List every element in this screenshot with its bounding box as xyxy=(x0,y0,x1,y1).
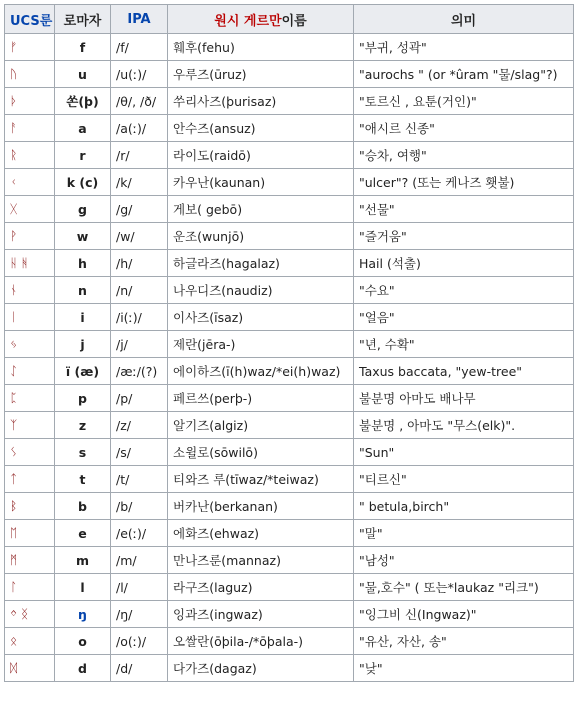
rune-glyph: ᚲ xyxy=(5,169,55,196)
meaning-cell: "잉그비 신(Ingwaz)" xyxy=(354,601,574,628)
table-row xyxy=(5,196,574,223)
meaning-cell: "선물" xyxy=(354,196,574,223)
meaning-cell: "유산, 자산, 송" xyxy=(354,628,574,655)
ipa-cell: /o(ː)/ xyxy=(111,628,168,655)
header-ipa[interactable]: IPA xyxy=(111,5,168,34)
ipa-cell: /e(ː)/ xyxy=(111,520,168,547)
romanization-cell: f xyxy=(55,34,111,61)
meaning-cell: "Sun" xyxy=(354,439,574,466)
romanization-cell: h xyxy=(55,250,111,277)
romanization-cell: z xyxy=(55,412,111,439)
rune-name-cell: 라이도(raidō) xyxy=(168,142,354,169)
ipa-cell: /a(ː)/ xyxy=(111,115,168,142)
ipa-cell: /b/ xyxy=(111,493,168,520)
header-ucs-rune[interactable]: UCS룬 xyxy=(5,5,55,34)
rune-name-cell: 우루즈(ūruz) xyxy=(168,61,354,88)
ipa-cell: /s/ xyxy=(111,439,168,466)
ipa-cell: /f/ xyxy=(111,34,168,61)
table-row xyxy=(5,439,574,466)
ipa-cell: /k/ xyxy=(111,169,168,196)
rune-glyph: ᚺ ᚻ xyxy=(5,250,55,277)
meaning-cell: "년, 수확" xyxy=(354,331,574,358)
rune-glyph: ᛒ xyxy=(5,493,55,520)
ipa-cell: /n/ xyxy=(111,277,168,304)
rune-name-cell: 알기즈(algiz) xyxy=(168,412,354,439)
rune-glyph: ᚠ xyxy=(5,34,55,61)
romanization-cell: k (c) xyxy=(55,169,111,196)
rune-name-cell: 페르쓰(perþ-) xyxy=(168,385,354,412)
meaning-cell: "즐거움" xyxy=(354,223,574,250)
romanization-link[interactable]: ŋ xyxy=(78,606,87,622)
romanization-cell: w xyxy=(55,223,111,250)
meaning-cell: "말" xyxy=(354,520,574,547)
table-row xyxy=(5,412,574,439)
rune-name-cell: 나우디즈(naudiz) xyxy=(168,277,354,304)
rune-name-cell: 카우난(kaunan) xyxy=(168,169,354,196)
rune-glyph: ᛏ xyxy=(5,466,55,493)
rune-glyph: ᛟ xyxy=(5,628,55,655)
romanization-cell: s xyxy=(55,439,111,466)
rune-name-cell: 소윌로(sōwilō) xyxy=(168,439,354,466)
rune-glyph: ᚱ xyxy=(5,142,55,169)
meaning-cell: "승차, 여행" xyxy=(354,142,574,169)
ipa-cell: /w/ xyxy=(111,223,168,250)
meaning-cell: "aurochs " (or *ûram "물/slag"?) xyxy=(354,61,574,88)
ipa-cell: /z/ xyxy=(111,412,168,439)
romanization-cell: p xyxy=(55,385,111,412)
rune-name-cell: 훼후(fehu) xyxy=(168,34,354,61)
rune-glyph: ᛖ xyxy=(5,520,55,547)
romanization-cell: t xyxy=(55,466,111,493)
romanization-cell: r xyxy=(55,142,111,169)
rune-glyph: ᛞ xyxy=(5,655,55,682)
ipa-cell: /j/ xyxy=(111,331,168,358)
rune-table xyxy=(4,4,574,682)
rune-glyph: ᚷ xyxy=(5,196,55,223)
rune-glyph: ᚾ xyxy=(5,277,55,304)
meaning-cell: "애시르 신종" xyxy=(354,115,574,142)
table-row xyxy=(5,304,574,331)
romanization-cell: j xyxy=(55,331,111,358)
table-row xyxy=(5,574,574,601)
table-row xyxy=(5,547,574,574)
table-row xyxy=(5,277,574,304)
rune-name-cell: 제란(jēra-) xyxy=(168,331,354,358)
table-row xyxy=(5,493,574,520)
romanization-cell: i xyxy=(55,304,111,331)
table-row xyxy=(5,331,574,358)
rune-name-cell: 티와즈 루(tīwaz/*teiwaz) xyxy=(168,466,354,493)
table-row xyxy=(5,385,574,412)
meaning-cell: 불분명 , 아마도 "무스(elk)". xyxy=(354,412,574,439)
rune-glyph: ᚹ xyxy=(5,223,55,250)
rune-name-cell: 이사즈(īsaz) xyxy=(168,304,354,331)
romanization-cell: 쏜(þ) xyxy=(55,88,111,115)
romanization-cell: g xyxy=(55,196,111,223)
rune-glyph: ᛉ xyxy=(5,412,55,439)
rune-name-cell: 오쌀란(ōþila-/*ōþala-) xyxy=(168,628,354,655)
rune-glyph: ᛗ xyxy=(5,547,55,574)
table-row xyxy=(5,61,574,88)
rune-glyph: ᛊ xyxy=(5,439,55,466)
romanization-cell xyxy=(55,601,111,628)
table-row xyxy=(5,88,574,115)
ipa-cell: /u(ː)/ xyxy=(111,61,168,88)
rune-glyph: ᚦ xyxy=(5,88,55,115)
rune-glyph: ᛇ xyxy=(5,358,55,385)
table-row xyxy=(5,169,574,196)
meaning-cell: 불분명 아마도 배나무 xyxy=(354,385,574,412)
ipa-cell: /r/ xyxy=(111,142,168,169)
table-row xyxy=(5,466,574,493)
romanization-cell: e xyxy=(55,520,111,547)
rune-name-cell: 에화즈(ehwaz) xyxy=(168,520,354,547)
romanization-cell: l xyxy=(55,574,111,601)
meaning-cell: "토르신 , 요툰(거인)" xyxy=(354,88,574,115)
rune-name-cell: 쑤리사즈(þurisaz) xyxy=(168,88,354,115)
ipa-cell: /p/ xyxy=(111,385,168,412)
meaning-cell: " betula,birch" xyxy=(354,493,574,520)
romanization-cell: u xyxy=(55,61,111,88)
table-row xyxy=(5,142,574,169)
meaning-cell: "부귀, 성곽" xyxy=(354,34,574,61)
ipa-cell: /d/ xyxy=(111,655,168,682)
ipa-cell: /θ/, /ð/ xyxy=(111,88,168,115)
meaning-cell: Taxus baccata, "yew-tree" xyxy=(354,358,574,385)
meaning-cell: "티르신" xyxy=(354,466,574,493)
romanization-cell: m xyxy=(55,547,111,574)
romanization-cell: d xyxy=(55,655,111,682)
ipa-cell: /l/ xyxy=(111,574,168,601)
header-name[interactable]: 원시 게르만이름 xyxy=(168,5,354,34)
rune-glyph: ᛁ xyxy=(5,304,55,331)
meaning-cell: "물,호수" ( 또는*laukaz "리크") xyxy=(354,574,574,601)
rune-name-cell: 하글라즈(hagalaz) xyxy=(168,250,354,277)
meaning-cell: "남성" xyxy=(354,547,574,574)
table-row xyxy=(5,655,574,682)
rune-name-cell: 에이하즈(ī(h)waz/*ei(h)waz) xyxy=(168,358,354,385)
rune-glyph: ᛈ xyxy=(5,385,55,412)
ipa-cell: /t/ xyxy=(111,466,168,493)
rune-name-cell: 버카난(berkanan) xyxy=(168,493,354,520)
romanization-cell: n xyxy=(55,277,111,304)
meaning-cell: "수요" xyxy=(354,277,574,304)
table-row xyxy=(5,115,574,142)
rune-name-cell: 잉과즈(ingwaz) xyxy=(168,601,354,628)
meaning-cell: "ulcer"? (또는 케나즈 횃불) xyxy=(354,169,574,196)
rune-name-cell: 게보( gebō) xyxy=(168,196,354,223)
romanization-cell: b xyxy=(55,493,111,520)
table-row xyxy=(5,358,574,385)
rune-name-cell: 만나즈룬(mannaz) xyxy=(168,547,354,574)
rune-glyph: ᛚ xyxy=(5,574,55,601)
romanization-cell: o xyxy=(55,628,111,655)
rune-name-cell: 안수즈(ansuz) xyxy=(168,115,354,142)
header-row xyxy=(5,5,574,34)
rune-name-cell: 라구즈(laguz) xyxy=(168,574,354,601)
header-meaning: 의미 xyxy=(354,5,574,34)
header-romanization: 로마자 xyxy=(55,5,111,34)
ipa-cell: /i(ː)/ xyxy=(111,304,168,331)
table-row xyxy=(5,628,574,655)
ipa-cell: /æː/(?) xyxy=(111,358,168,385)
ipa-cell: /ŋ/ xyxy=(111,601,168,628)
ipa-cell: /h/ xyxy=(111,250,168,277)
rune-name-cell: 운조(wunjō) xyxy=(168,223,354,250)
table-row xyxy=(5,520,574,547)
table-row xyxy=(5,223,574,250)
rune-glyph: ᛜ ᛝ xyxy=(5,601,55,628)
meaning-cell: "낮" xyxy=(354,655,574,682)
rune-glyph: ᚢ xyxy=(5,61,55,88)
table-row xyxy=(5,250,574,277)
table-row xyxy=(5,34,574,61)
meaning-cell: Hail (석출) xyxy=(354,250,574,277)
meaning-cell: "얼음" xyxy=(354,304,574,331)
rune-name-cell: 다가즈(dagaz) xyxy=(168,655,354,682)
rune-glyph: ᚨ xyxy=(5,115,55,142)
romanization-cell: a xyxy=(55,115,111,142)
proto-germanic-link: 원시 게르만 xyxy=(214,13,282,29)
ipa-cell: /g/ xyxy=(111,196,168,223)
rune-glyph: ᛃ xyxy=(5,331,55,358)
table-row xyxy=(5,601,574,628)
romanization-cell: ï (æ) xyxy=(55,358,111,385)
ipa-cell: /m/ xyxy=(111,547,168,574)
